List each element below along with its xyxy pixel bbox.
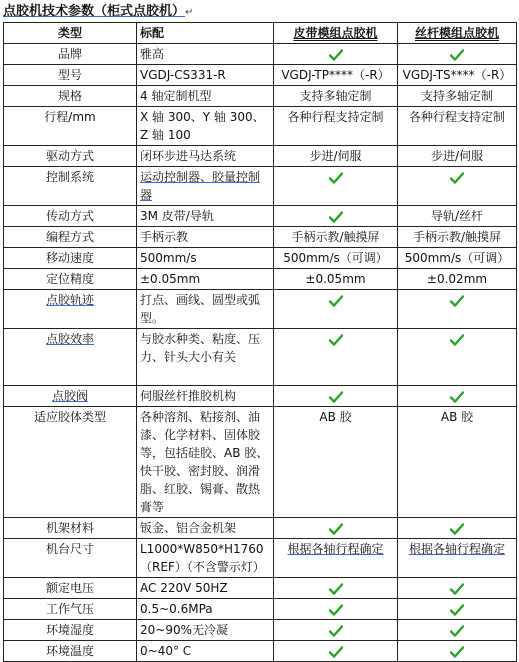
row-screw-module bbox=[398, 386, 517, 407]
row-label bbox=[4, 641, 137, 662]
row-standard-text: 500mm/s bbox=[140, 251, 197, 265]
table-row bbox=[4, 248, 517, 269]
row-screw-module bbox=[398, 620, 517, 641]
row-belt-module bbox=[274, 167, 398, 206]
check-icon bbox=[329, 623, 343, 637]
row-label bbox=[4, 206, 137, 227]
row-label-text: 环境温度 bbox=[45, 644, 94, 658]
check-icon bbox=[450, 602, 464, 616]
row-label bbox=[4, 620, 137, 641]
row-screw-module bbox=[398, 578, 517, 599]
table-row bbox=[4, 167, 517, 206]
row-screw-module-text: 导轨/丝杆 bbox=[430, 209, 484, 223]
row-standard-text: VGDJ-CS331-R bbox=[140, 68, 226, 82]
row-standard bbox=[137, 386, 274, 407]
table-row bbox=[4, 290, 517, 329]
row-belt-module-text: 各种行程支持定制 bbox=[287, 110, 384, 124]
table-row bbox=[4, 599, 517, 620]
row-standard bbox=[137, 290, 274, 329]
check-icon bbox=[329, 293, 343, 307]
check-icon bbox=[329, 602, 343, 616]
row-standard bbox=[137, 107, 274, 146]
row-standard-text: 运动控制器、胶量控制器 bbox=[140, 170, 261, 202]
row-label-text: 传动方式 bbox=[45, 209, 94, 223]
row-label bbox=[4, 407, 137, 518]
header-belt-module: 皮带模组点胶机 bbox=[274, 23, 398, 44]
row-standard-text: 20~90%无冷凝 bbox=[140, 623, 228, 637]
row-screw-module bbox=[398, 146, 517, 167]
check-icon bbox=[450, 389, 464, 403]
row-belt-module bbox=[274, 269, 398, 290]
table-row bbox=[4, 227, 517, 248]
table-row bbox=[4, 107, 517, 146]
row-screw-module-text: 步进/伺服 bbox=[430, 149, 484, 163]
row-screw-module bbox=[398, 86, 517, 107]
table-row bbox=[4, 641, 517, 662]
row-standard bbox=[137, 86, 274, 107]
row-belt-module bbox=[274, 407, 398, 518]
row-standard bbox=[137, 620, 274, 641]
row-belt-module bbox=[274, 539, 398, 578]
row-standard bbox=[137, 65, 274, 86]
row-standard bbox=[137, 146, 274, 167]
row-label-text: 适应胶体类型 bbox=[33, 410, 106, 424]
table-row bbox=[4, 620, 517, 641]
row-standard-text: ±0.05mm bbox=[140, 272, 201, 286]
table-row bbox=[4, 86, 517, 107]
row-label-text: 品牌 bbox=[57, 47, 82, 61]
row-screw-module-text: 各种行程支持定制 bbox=[408, 110, 505, 124]
row-label bbox=[4, 107, 137, 146]
row-label-text: 点胶阀 bbox=[51, 389, 88, 403]
row-belt-module-text: 500mm/s（可调） bbox=[283, 251, 388, 265]
row-screw-module-text: AB 胶 bbox=[440, 410, 474, 424]
row-standard bbox=[137, 599, 274, 620]
row-standard bbox=[137, 578, 274, 599]
table-row bbox=[4, 329, 517, 386]
row-belt-module-text: ±0.05mm bbox=[305, 272, 366, 286]
check-icon bbox=[329, 389, 343, 403]
row-belt-module bbox=[274, 206, 398, 227]
row-label bbox=[4, 86, 137, 107]
table-row bbox=[4, 518, 517, 539]
table-row bbox=[4, 65, 517, 86]
table-row bbox=[4, 146, 517, 167]
row-label bbox=[4, 167, 137, 206]
row-label bbox=[4, 227, 137, 248]
row-standard bbox=[137, 44, 274, 65]
row-standard-text: 打点、画线、圆型或弧型。 bbox=[140, 293, 261, 325]
row-belt-module bbox=[274, 248, 398, 269]
table-row bbox=[4, 386, 517, 407]
row-standard-text: 手柄示教 bbox=[140, 230, 189, 244]
row-standard-text: X 轴 300、Y 轴 300、Z 轴 100 bbox=[140, 110, 265, 142]
row-screw-module bbox=[398, 227, 517, 248]
header-standard: 标配 bbox=[137, 23, 274, 44]
spec-table-body bbox=[4, 23, 517, 662]
row-belt-module bbox=[274, 620, 398, 641]
check-icon bbox=[329, 644, 343, 658]
row-standard bbox=[137, 248, 274, 269]
row-standard-text: 闭环步进马达系统 bbox=[140, 149, 237, 163]
paragraph-mark: ↵ bbox=[185, 7, 194, 18]
table-row bbox=[4, 206, 517, 227]
row-label bbox=[4, 146, 137, 167]
row-belt-module bbox=[274, 599, 398, 620]
row-standard-text: 各种溶剂、粘接剂、油漆、化学材料、固体胶等，包括硅胶、AB 胶、快干胶、密封胶、润滑脂、红胶、锡膏、散热膏等 bbox=[140, 410, 269, 514]
row-label bbox=[4, 65, 137, 86]
row-standard-text: 与胶水种类、粘度、压力、针头大小有关 bbox=[140, 332, 261, 364]
row-label-text: 规格 bbox=[57, 89, 82, 103]
row-belt-module bbox=[274, 44, 398, 65]
check-icon bbox=[450, 623, 464, 637]
row-standard bbox=[137, 269, 274, 290]
row-belt-module bbox=[274, 227, 398, 248]
row-label bbox=[4, 248, 137, 269]
row-belt-module-text: 根据各轴行程确定 bbox=[287, 542, 384, 556]
row-standard bbox=[137, 641, 274, 662]
table-row bbox=[4, 44, 517, 65]
row-screw-module bbox=[398, 641, 517, 662]
check-icon bbox=[329, 581, 343, 595]
row-belt-module-text: 手柄示教/触摸屏 bbox=[291, 230, 380, 244]
check-icon bbox=[450, 293, 464, 307]
row-label-text: 编程方式 bbox=[45, 230, 94, 244]
row-belt-module bbox=[274, 518, 398, 539]
row-belt-module bbox=[274, 641, 398, 662]
header-screw-module: 丝杆模组点胶机 bbox=[398, 23, 517, 44]
row-standard bbox=[137, 407, 274, 518]
row-label bbox=[4, 518, 137, 539]
row-label-text: 控制系统 bbox=[45, 170, 94, 184]
row-label bbox=[4, 290, 137, 329]
row-standard bbox=[137, 167, 274, 206]
check-icon bbox=[329, 209, 343, 223]
row-belt-module bbox=[274, 290, 398, 329]
row-standard-text: 0~40° C bbox=[140, 644, 192, 658]
row-screw-module bbox=[398, 269, 517, 290]
row-belt-module bbox=[274, 65, 398, 86]
check-icon bbox=[329, 332, 343, 346]
check-icon bbox=[450, 332, 464, 346]
row-belt-module-text: VGDJ-TP****（-R） bbox=[281, 68, 390, 82]
row-screw-module bbox=[398, 539, 517, 578]
row-standard bbox=[137, 518, 274, 539]
row-standard-text: 4 轴定制机型 bbox=[140, 89, 212, 103]
row-belt-module bbox=[274, 386, 398, 407]
row-screw-module bbox=[398, 65, 517, 86]
row-standard bbox=[137, 227, 274, 248]
row-screw-module-text: VGDJ-TS****（-R） bbox=[402, 68, 512, 82]
row-label-text: 额定电压 bbox=[45, 581, 94, 595]
row-label-text: 型号 bbox=[57, 68, 82, 82]
row-label bbox=[4, 44, 137, 65]
row-label bbox=[4, 386, 137, 407]
row-screw-module bbox=[398, 206, 517, 227]
row-label-text: 驱动方式 bbox=[45, 149, 94, 163]
row-standard-text: 钣金、铝合金机架 bbox=[140, 521, 237, 535]
row-standard-text: L1000*W850*H1760（REF）（不含警示灯） bbox=[140, 542, 265, 574]
check-icon bbox=[329, 47, 343, 61]
check-icon bbox=[450, 581, 464, 595]
row-belt-module bbox=[274, 329, 398, 386]
row-screw-module bbox=[398, 44, 517, 65]
row-screw-module bbox=[398, 329, 517, 386]
row-screw-module bbox=[398, 518, 517, 539]
row-label bbox=[4, 578, 137, 599]
row-screw-module-text: 根据各轴行程确定 bbox=[408, 542, 505, 556]
row-standard-text: 0.5~0.6MPa bbox=[140, 602, 213, 616]
row-screw-module bbox=[398, 107, 517, 146]
row-screw-module bbox=[398, 167, 517, 206]
row-label-text: 工作气压 bbox=[45, 602, 94, 616]
check-icon bbox=[329, 521, 343, 535]
row-label-text: 机架材料 bbox=[45, 521, 94, 535]
row-belt-module-text: 步进/伺服 bbox=[309, 149, 362, 163]
row-belt-module bbox=[274, 146, 398, 167]
row-standard bbox=[137, 329, 274, 386]
row-belt-module-text: AB 胶 bbox=[319, 410, 352, 424]
row-screw-module-text: 500mm/s（可调） bbox=[404, 251, 510, 265]
row-label bbox=[4, 269, 137, 290]
document-title bbox=[3, 2, 515, 21]
row-label-text: 机台尺寸 bbox=[45, 542, 94, 556]
header-type: 类型 bbox=[4, 23, 137, 44]
row-screw-module-text: ±0.02mm bbox=[426, 272, 488, 286]
row-label-text: 环境湿度 bbox=[45, 623, 94, 637]
row-label-text: 定位精度 bbox=[45, 272, 94, 286]
row-belt-module bbox=[274, 107, 398, 146]
row-screw-module bbox=[398, 290, 517, 329]
row-label-text: 点胶轨迹 bbox=[45, 293, 94, 307]
check-icon bbox=[450, 644, 464, 658]
check-icon bbox=[450, 170, 464, 184]
row-screw-module bbox=[398, 599, 517, 620]
row-label-text: 移动速度 bbox=[45, 251, 94, 265]
row-standard-text: 伺服丝杆推胶机构 bbox=[140, 389, 237, 403]
row-screw-module-text: 手柄示教/触摸屏 bbox=[412, 230, 502, 244]
table-row bbox=[4, 539, 517, 578]
check-icon bbox=[450, 521, 464, 535]
row-belt-module bbox=[274, 578, 398, 599]
row-standard bbox=[137, 539, 274, 578]
table-row bbox=[4, 269, 517, 290]
table-row bbox=[4, 578, 517, 599]
check-icon bbox=[450, 47, 464, 61]
row-label bbox=[4, 599, 137, 620]
row-screw-module bbox=[398, 248, 517, 269]
row-standard bbox=[137, 206, 274, 227]
check-icon bbox=[329, 170, 343, 184]
row-label bbox=[4, 539, 137, 578]
row-label bbox=[4, 329, 137, 386]
spec-table bbox=[3, 22, 517, 662]
row-standard-text: AC 220V 50HZ bbox=[140, 581, 228, 595]
table-row bbox=[4, 407, 517, 518]
row-label-text: 点胶效率 bbox=[45, 332, 94, 346]
row-belt-module-text: 支持多轴定制 bbox=[299, 89, 372, 103]
row-standard-text: 3M 皮带/导轨 bbox=[140, 209, 214, 223]
table-header-row bbox=[4, 23, 517, 44]
row-screw-module bbox=[398, 407, 517, 518]
row-belt-module bbox=[274, 86, 398, 107]
row-standard-text: 雅高 bbox=[140, 47, 165, 61]
document-title-text: 点胶机技术参数（柜式点胶机） bbox=[3, 4, 186, 19]
row-label-text: 行程/mm bbox=[44, 110, 96, 124]
row-screw-module-text: 支持多轴定制 bbox=[420, 89, 493, 103]
